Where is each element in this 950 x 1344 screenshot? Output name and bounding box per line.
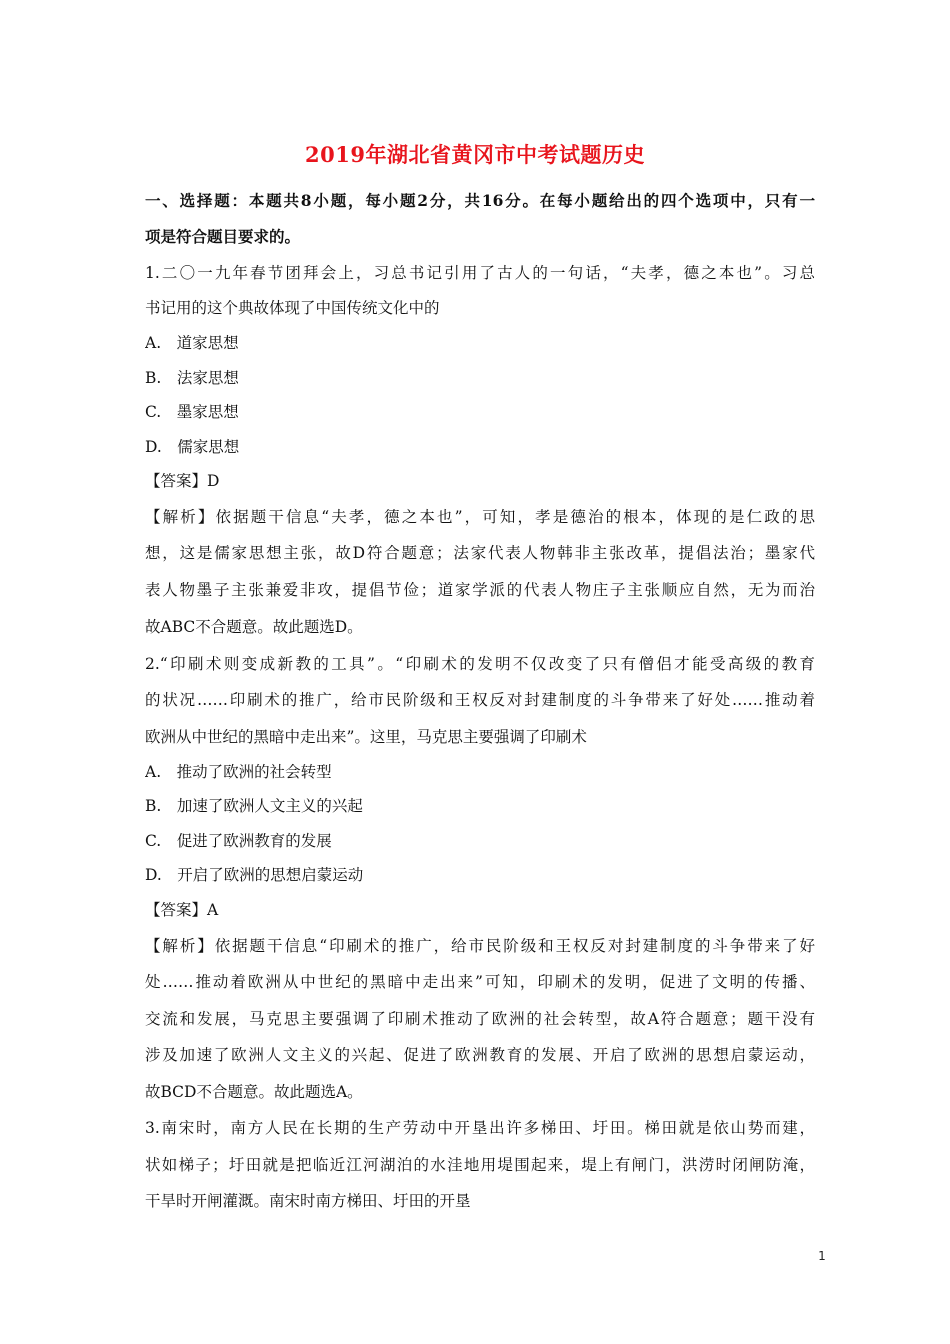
question-1-analysis-line-3: 表人物墨子主张兼爱非攻，提倡节俭；道家学派的代表人物庄子主张顺应自然，无为而治	[145, 581, 815, 599]
question-2-option-b: B. 加速了欧洲人文主义的兴起	[145, 797, 363, 815]
question-1-analysis-line-2: 想，这是儒家思想主张，故D符合题意；法家代表人物韩非主张改革，提倡法治；墨家代	[145, 544, 815, 562]
question-1-option-d: D. 儒家思想	[145, 438, 240, 456]
question-2-analysis-line-1: 【解析】依据题干信息“印刷术的推广，给市民阶级和王权反对封建制度的斗争带来了好	[145, 937, 815, 955]
question-2-option-a: A. 推动了欧洲的社会转型	[145, 763, 332, 781]
question-2-stem-line-3: 欧洲从中世纪的黑暗中走出来”。这里，马克思主要强调了印刷术	[145, 728, 587, 746]
question-2-stem-line-1: 2.“印刷术则变成新教的工具”。“印刷术的发明不仅改变了只有僧侣才能受高级的教育	[145, 655, 815, 673]
question-2-answer: 【答案】A	[145, 901, 219, 919]
question-2-analysis-line-3: 交流和发展，马克思主要强调了印刷术推动了欧洲的社会转型，故A符合题意；题干没有	[145, 1010, 815, 1028]
question-2-option-c: C. 促进了欧洲教育的发展	[145, 832, 332, 850]
question-2-stem-line-2: 的状况……印刷术的推广，给市民阶级和王权反对封建制度的斗争带来了好处……推动着	[145, 691, 815, 709]
question-2-analysis-line-4: 涉及加速了欧洲人文主义的兴起、促进了欧洲教育的发展、开启了欧洲的思想启蒙运动，	[145, 1046, 815, 1064]
section-heading-line-2: 项是符合题目要求的。	[145, 227, 301, 246]
question-1-analysis-line-4: 故ABC不合题意。故此题选D。	[145, 618, 363, 636]
question-1-option-b: B. 法家思想	[145, 369, 239, 387]
question-3-stem-line-3: 干旱时开闸灌溉。南宋时南方梯田、圩田的开垦	[145, 1192, 471, 1210]
question-1-answer: 【答案】D	[145, 472, 220, 490]
section-heading-line-1: 一、选择题：本题共8小题，每小题2分，共16分。在每小题给出的四个选项中，只有一	[145, 191, 815, 210]
question-1-option-a: A. 道家思想	[145, 334, 239, 352]
document-title: 2019年湖北省黄冈市中考试题历史	[305, 142, 645, 167]
question-2-option-d: D. 开启了欧洲的思想启蒙运动	[145, 866, 364, 884]
question-2-analysis-line-2: 处……推动着欧洲从中世纪的黑暗中走出来”可知，印刷术的发明，促进了文明的传播、	[145, 973, 815, 991]
question-2-analysis-line-5: 故BCD不合题意。故此题选A。	[145, 1083, 363, 1101]
question-1-analysis-line-1: 【解析】依据题干信息“夫孝，德之本也”，可知，孝是德治的根本，体现的是仁政的思	[145, 508, 815, 526]
question-1-stem-line-1: 1.二〇一九年春节团拜会上，习总书记引用了古人的一句话，“夫孝，德之本也”。习总	[145, 264, 815, 282]
question-3-stem-line-2: 状如梯子；圩田就是把临近江河湖泊的水洼地用堤围起来，堤上有闸门，洪涝时闭闸防淹，	[145, 1156, 815, 1174]
page-number: 1	[818, 1249, 826, 1263]
question-1-option-c: C. 墨家思想	[145, 403, 239, 421]
question-3-stem-line-1: 3.南宋时，南方人民在长期的生产劳动中开垦出许多梯田、圩田。梯田就是依山势而建，	[145, 1119, 815, 1137]
question-1-stem-line-2: 书记用的这个典故体现了中国传统文化中的	[145, 299, 440, 317]
